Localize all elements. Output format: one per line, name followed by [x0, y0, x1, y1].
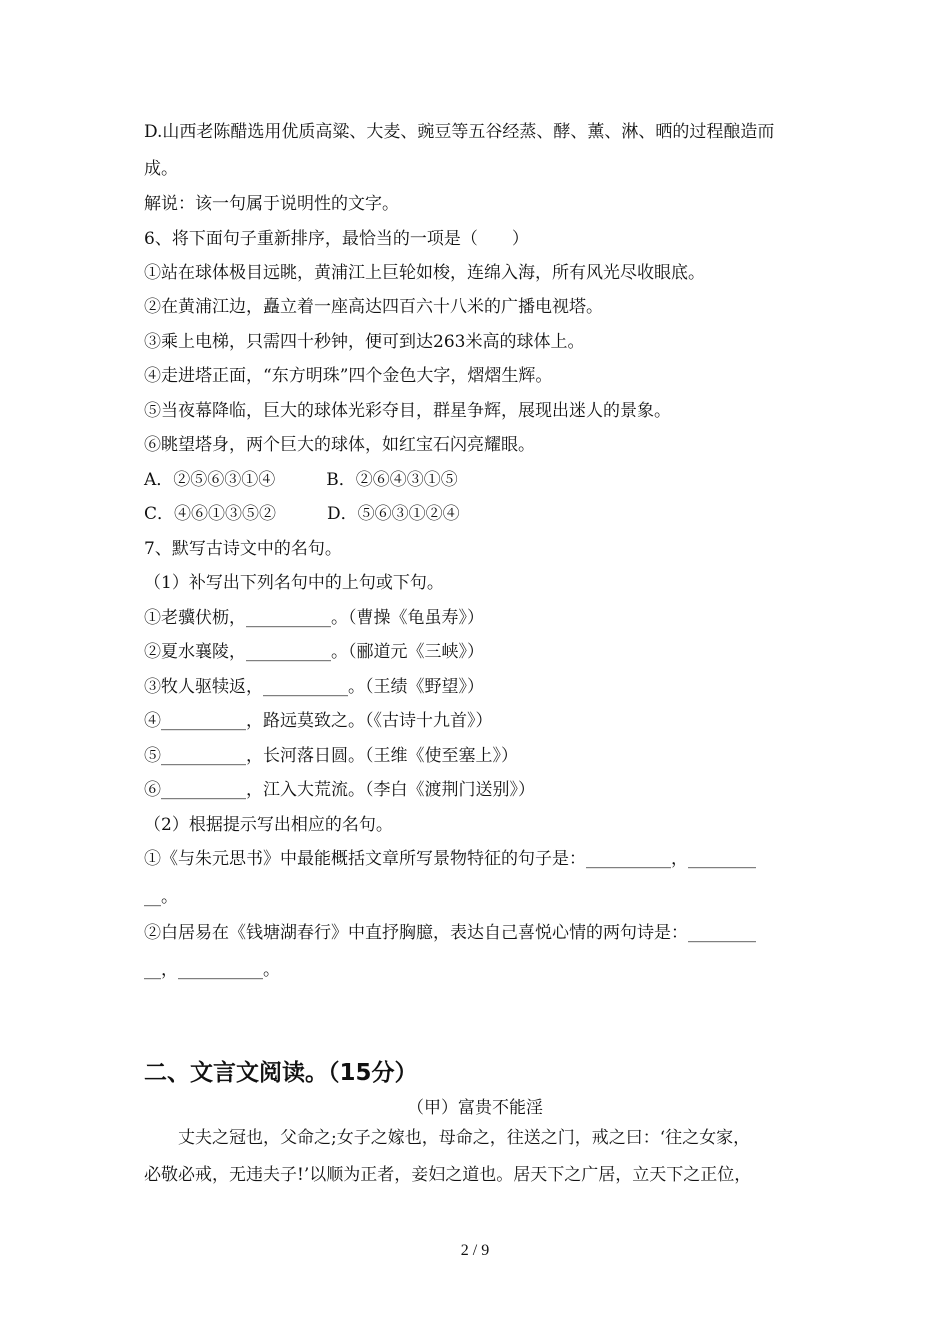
q6-sentence-4: ④走进塔正面，“东方明珠”四个金色大字，熠熠生辉。 [144, 366, 553, 386]
q6-sentence-1: ①站在球体极目远眺，黄浦江上巨轮如梭，连绵入海，所有风光尽收眼底。 [144, 263, 705, 283]
q7-part1-item-6: ⑥__________，江入大荒流。（李白《渡荆门送别》） [144, 780, 535, 800]
q7-part2-title: （2）根据提示写出相应的名句。 [144, 815, 393, 835]
q7-part1-item-4: ④__________，路远莫致之。（《古诗十九首》） [144, 711, 493, 731]
q7-part1-item-2: ②夏水襄陵，__________。（郦道元《三峡》） [144, 642, 484, 662]
q7-part1-item-3: ③牧人驱犊返，__________。（王绩《野望》） [144, 677, 484, 697]
passage-title: （甲）富贵不能淫 [407, 1098, 543, 1118]
section-heading: 二、文言文阅读。（15分） [144, 1060, 418, 1086]
q5-explanation: 解说：该一句属于说明性的文字。 [144, 194, 399, 214]
q6-sentence-2: ②在黄浦江边，矗立着一座高达四百六十八米的广播电视塔。 [144, 297, 603, 317]
q7-part2-item2-line2: __，__________。 [144, 960, 280, 980]
page-number: 2 / 9 [460, 1242, 490, 1259]
passage-line-2: 必敬必戒，无违夫子!’以顺为正者，妾妇之道也。居天下之广居，立天下之正位， [144, 1165, 752, 1185]
q7-prompt: 7、默写古诗文中的名句。 [144, 539, 342, 559]
q6-sentence-3: ③乘上电梯，只需四十秒钟，便可到达263米高的球体上。 [144, 332, 585, 352]
q6-prompt: 6、将下面句子重新排序，最恰当的一项是（ ） [144, 229, 529, 249]
q6-sentence-5: ⑤当夜幕降临，巨大的球体光彩夺目，群星争辉，展现出迷人的景象。 [144, 401, 671, 421]
q7-part2-item1-line2: __。 [144, 887, 178, 907]
q5-option-d-line2: 成。 [144, 159, 178, 179]
passage-line-1: 丈夫之冠也，父命之;女子之嫁也，母命之，往送之门，戒之曰：‘往之女家， [178, 1128, 751, 1148]
q7-part1-item-5: ⑤__________，长河落日圆。（王维《使至塞上》） [144, 746, 518, 766]
q6-options-row2: C．④⑥①③⑤② D．⑤⑥③①②④ [144, 504, 460, 524]
q5-option-d-line1: D.山西老陈醋选用优质高粱、大麦、豌豆等五谷经蒸、酵、薰、淋、晒的过程酿造而 [144, 122, 775, 142]
q6-sentence-6: ⑥眺望塔身，两个巨大的球体，如红宝石闪亮耀眼。 [144, 435, 535, 455]
q7-part1-item-1: ①老骥伏枥，__________。（曹操《龟虽寿》） [144, 608, 484, 628]
q7-part2-item2-line1: ②白居易在《钱塘湖春行》中直抒胸臆，表达自己喜悦心情的两句诗是：________ [144, 923, 756, 943]
q6-options-row1: A．②⑤⑥③①④ B．②⑥④③①⑤ [144, 470, 458, 490]
q7-part1-title: （1）补写出下列名句中的上句或下句。 [144, 573, 444, 593]
q7-part2-item1-line1: ①《与朱元思书》中最能概括文章所写景物特征的句子是：__________，________ [144, 849, 756, 869]
